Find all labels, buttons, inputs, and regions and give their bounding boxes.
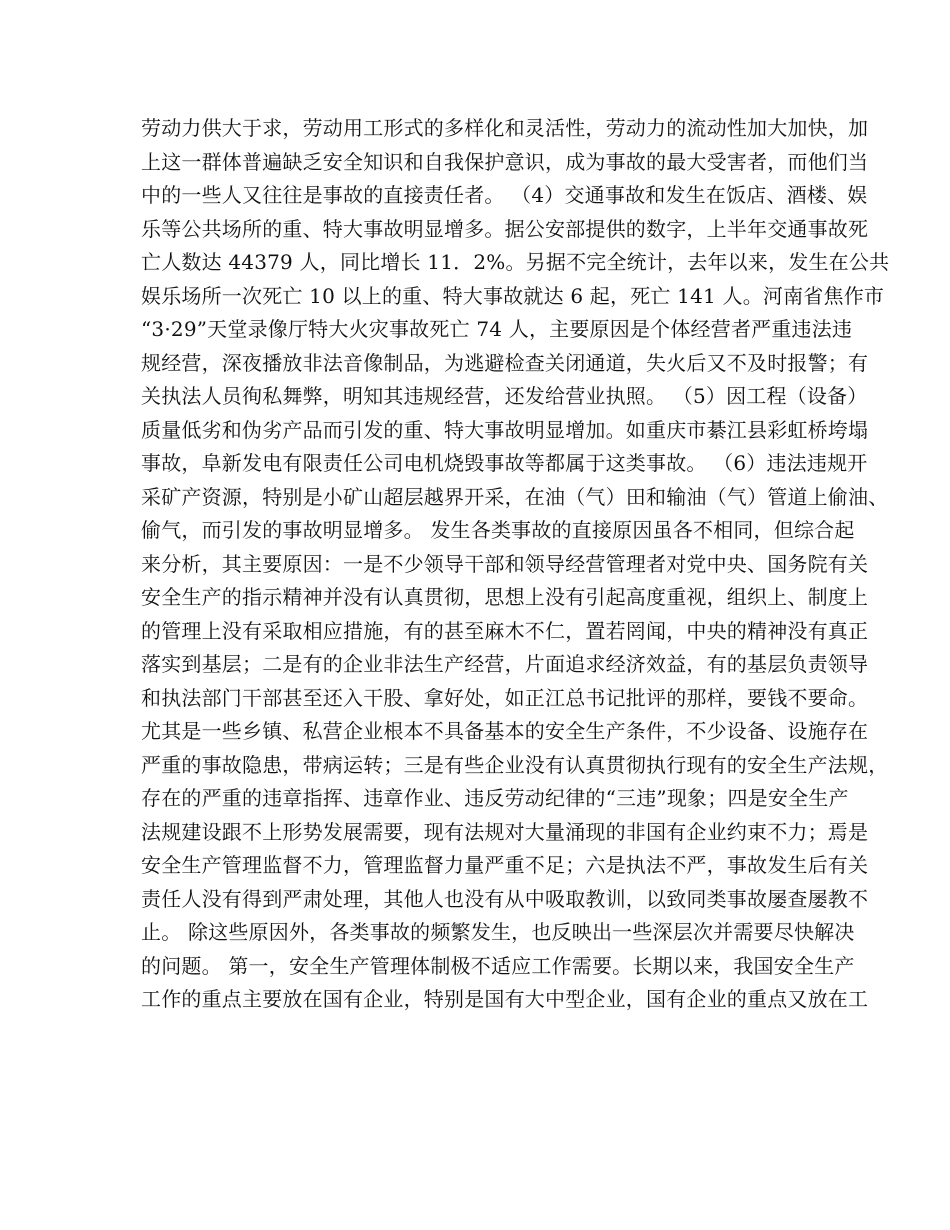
text-line: 来分析，其主要原因：一是不少领导干部和领导经营管理者对党中央、国务院有关 — [141, 551, 869, 576]
text-line: 止。 除这些原因外，各类事故的频繁发生，也反映出一些深层次并需要尽快解决 — [141, 920, 855, 944]
text-line: 工作的重点主要放在国有企业，特别是国有大中型企业，国有企业的重点又放在工 — [141, 987, 869, 1011]
text-line: 和执法部门干部甚至还入干股、拿好处，如正江总书记批评的那样，要钱不要命。 — [141, 685, 869, 710]
text-line: 严重的事故隐患，带病运转；三是有些企业没有认真贯彻执行现有的安全生产法规， — [141, 752, 889, 777]
text-line: 乐等公共场所的重、特大事故明显增多。据公安部提供的数字，上半年交通事故死 — [141, 216, 869, 241]
text-line: 责任人没有得到严肃处理，其他人也没有从中吸取教训，以致同类事故屡查屡教不 — [141, 886, 869, 911]
text-line: 中的一些人又往往是事故的直接责任者。 （4）交通事故和发生在饭店、酒楼、娱 — [141, 183, 868, 207]
text-line: 采矿产资源，特别是小矿山超层越界开采，在油（气）田和输油（气）管道上偷油、 — [141, 484, 889, 509]
text-line: 安全生产管理监督不力，管理监督力量严重不足；六是执法不严，事故发生后有关 — [141, 853, 869, 877]
text-line: 关执法人员徇私舞弊，明知其违规经营，还发给营业执照。 （5）因工程（设备） — [141, 384, 868, 408]
text-line: 娱乐场所一次死亡 10 以上的重、特大事故就达 6 起，死亡 141 人。河南省焦作市 — [141, 283, 885, 308]
text-line: 劳动力供大于求，劳动用工形式的多样化和灵活性，劳动力的流动性加大加快，加 — [141, 116, 869, 140]
text-line: 的管理上没有采取相应措施，有的甚至麻木不仁，置若罔闻，中央的精神没有真正 — [141, 618, 869, 643]
text-line: 存在的严重的违章指挥、违章作业、违反劳动纪律的“三违”现象；四是安全生产 — [141, 786, 849, 810]
text-line: 法规建设跟不上形势发展需要，现有法规对大量涌现的非国有企业约束不力；焉是 — [141, 819, 869, 844]
body-text — [141, 112, 890, 1017]
text-line: 亡人数达 44379 人，同比增长 11．2%。另据不完全统计，去年以来，发生在公共 — [141, 250, 890, 274]
text-line: 上这一群体普遍缺乏安全知识和自我保护意识，成为事故的最大受害者，而他们当 — [141, 149, 869, 174]
text-line: 规经营，深夜播放非法音像制品，为逃避检查关闭通道，失火后又不及时报警；有 — [141, 350, 869, 375]
text-line: 的问题。 第一，安全生产管理体制极不适应工作需要。长期以来，我国安全生产 — [141, 953, 855, 978]
text-line: 安全生产的指示精神并没有认真贯彻，思想上没有引起高度重视，组织上、制度上 — [141, 585, 869, 609]
text-line: “3·29”天堂录像厅特大火灾事故死亡 74 人，主要原因是个体经营者严重违法违 — [141, 317, 853, 341]
text-line: 偷气，而引发的事故明显增多。 发生各类事故的直接原因虽各不相同，但综合起 — [141, 518, 855, 542]
text-line: 事故，阜新发电有限责任公司电机烧毁事故等都属于这类事故。 （6）违法违规开 — [141, 451, 868, 475]
text-line: 尤其是一些乡镇、私营企业根本不具备基本的安全生产条件，不少设备、设施存在 — [141, 719, 869, 743]
text-line: 质量低劣和伪劣产品而引发的重、特大事故明显增加。如重庆市綦江县彩虹桥垮塌 — [141, 417, 869, 442]
text-line: 落实到基层；二是有的企业非法生产经营，片面追求经济效益，有的基层负责领导 — [141, 652, 869, 676]
